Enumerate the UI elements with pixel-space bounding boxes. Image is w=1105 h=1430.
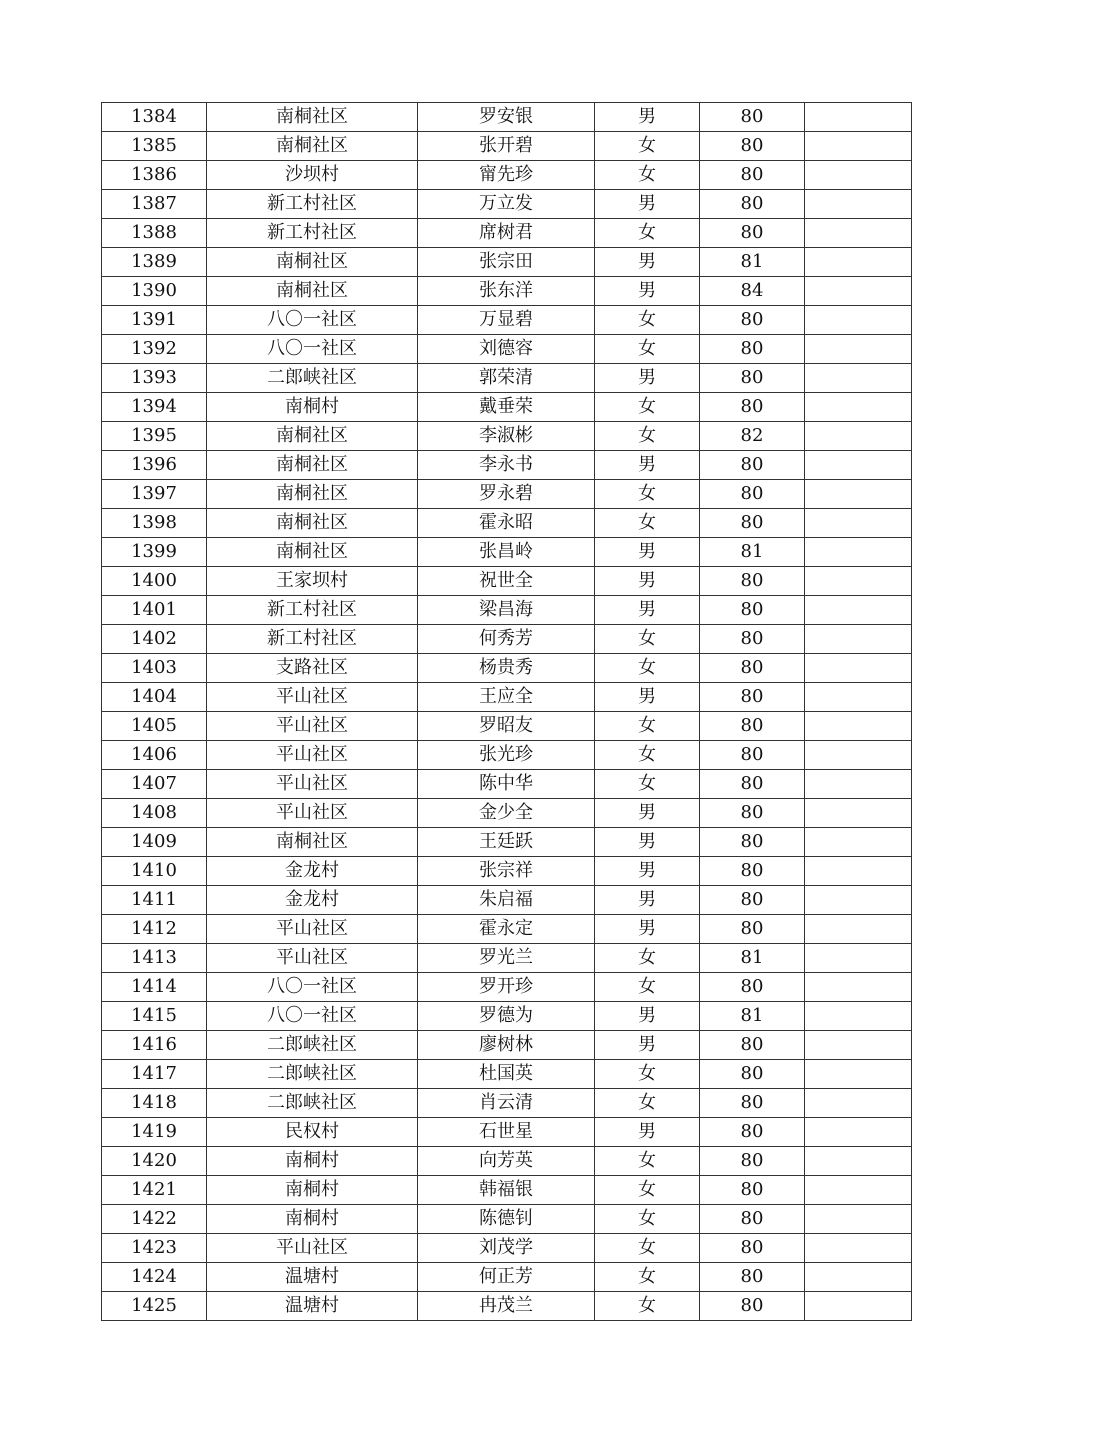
name-cell: 王廷跃 <box>418 828 595 857</box>
table-row <box>102 1176 912 1205</box>
table-row <box>102 973 912 1002</box>
name-cell: 祝世全 <box>418 567 595 596</box>
row-number-cell: 1396 <box>102 451 207 480</box>
age-cell: 80 <box>700 1176 805 1205</box>
community-cell: 新工村社区 <box>207 219 418 248</box>
community-cell: 平山社区 <box>207 741 418 770</box>
gender-cell: 女 <box>595 1234 700 1263</box>
table-row <box>102 1234 912 1263</box>
gender-cell: 男 <box>595 857 700 886</box>
name-cell: 冉茂兰 <box>418 1292 595 1321</box>
community-cell: 八〇一社区 <box>207 1002 418 1031</box>
table-row <box>102 712 912 741</box>
age-cell: 80 <box>700 509 805 538</box>
age-cell: 80 <box>700 393 805 422</box>
table-row <box>102 596 912 625</box>
table-row <box>102 422 912 451</box>
age-cell: 80 <box>700 683 805 712</box>
community-cell: 南桐社区 <box>207 422 418 451</box>
note-cell <box>805 364 912 393</box>
age-cell: 80 <box>700 132 805 161</box>
community-cell: 南桐村 <box>207 1176 418 1205</box>
age-cell: 80 <box>700 973 805 1002</box>
row-number-cell: 1417 <box>102 1060 207 1089</box>
name-cell: 罗安银 <box>418 103 595 132</box>
age-cell: 80 <box>700 1147 805 1176</box>
note-cell <box>805 973 912 1002</box>
gender-cell: 男 <box>595 567 700 596</box>
community-cell: 南桐村 <box>207 1147 418 1176</box>
note-cell <box>805 335 912 364</box>
name-cell: 刘德容 <box>418 335 595 364</box>
community-cell: 平山社区 <box>207 915 418 944</box>
roster-table-body <box>102 103 912 1321</box>
community-cell: 新工村社区 <box>207 596 418 625</box>
note-cell <box>805 1031 912 1060</box>
gender-cell: 男 <box>595 596 700 625</box>
community-cell: 新工村社区 <box>207 190 418 219</box>
row-number-cell: 1414 <box>102 973 207 1002</box>
name-cell: 甯先珍 <box>418 161 595 190</box>
community-cell: 新工村社区 <box>207 625 418 654</box>
row-number-cell: 1420 <box>102 1147 207 1176</box>
table-row <box>102 132 912 161</box>
table-row <box>102 886 912 915</box>
age-cell: 80 <box>700 567 805 596</box>
age-cell: 81 <box>700 944 805 973</box>
community-cell: 民权村 <box>207 1118 418 1147</box>
community-cell: 平山社区 <box>207 683 418 712</box>
name-cell: 梁昌海 <box>418 596 595 625</box>
age-cell: 80 <box>700 161 805 190</box>
name-cell: 罗开珍 <box>418 973 595 1002</box>
table-row <box>102 654 912 683</box>
community-cell: 二郎峡社区 <box>207 1060 418 1089</box>
age-cell: 80 <box>700 1031 805 1060</box>
row-number-cell: 1425 <box>102 1292 207 1321</box>
community-cell: 平山社区 <box>207 799 418 828</box>
name-cell: 向芳英 <box>418 1147 595 1176</box>
note-cell <box>805 480 912 509</box>
community-cell: 八〇一社区 <box>207 335 418 364</box>
community-cell: 南桐社区 <box>207 480 418 509</box>
row-number-cell: 1413 <box>102 944 207 973</box>
table-row <box>102 1031 912 1060</box>
table-row <box>102 1292 912 1321</box>
note-cell <box>805 1234 912 1263</box>
name-cell: 郭荣清 <box>418 364 595 393</box>
table-row <box>102 190 912 219</box>
table-row <box>102 1060 912 1089</box>
community-cell: 平山社区 <box>207 944 418 973</box>
community-cell: 平山社区 <box>207 712 418 741</box>
note-cell <box>805 654 912 683</box>
age-cell: 80 <box>700 335 805 364</box>
row-number-cell: 1415 <box>102 1002 207 1031</box>
gender-cell: 女 <box>595 1205 700 1234</box>
table-row <box>102 480 912 509</box>
community-cell: 二郎峡社区 <box>207 1031 418 1060</box>
note-cell <box>805 219 912 248</box>
row-number-cell: 1400 <box>102 567 207 596</box>
note-cell <box>805 190 912 219</box>
name-cell: 杜国英 <box>418 1060 595 1089</box>
community-cell: 金龙村 <box>207 886 418 915</box>
name-cell: 万显碧 <box>418 306 595 335</box>
age-cell: 80 <box>700 596 805 625</box>
table-row <box>102 306 912 335</box>
gender-cell: 男 <box>595 277 700 306</box>
name-cell: 朱启福 <box>418 886 595 915</box>
note-cell <box>805 1205 912 1234</box>
note-cell <box>805 509 912 538</box>
row-number-cell: 1416 <box>102 1031 207 1060</box>
gender-cell: 女 <box>595 1060 700 1089</box>
gender-cell: 女 <box>595 654 700 683</box>
age-cell: 80 <box>700 625 805 654</box>
row-number-cell: 1387 <box>102 190 207 219</box>
community-cell: 八〇一社区 <box>207 306 418 335</box>
table-row <box>102 451 912 480</box>
roster-table <box>101 102 912 1321</box>
community-cell: 平山社区 <box>207 770 418 799</box>
note-cell <box>805 596 912 625</box>
row-number-cell: 1384 <box>102 103 207 132</box>
name-cell: 罗昭友 <box>418 712 595 741</box>
name-cell: 何正芳 <box>418 1263 595 1292</box>
gender-cell: 男 <box>595 190 700 219</box>
row-number-cell: 1408 <box>102 799 207 828</box>
community-cell: 二郎峡社区 <box>207 1089 418 1118</box>
community-cell: 南桐社区 <box>207 828 418 857</box>
age-cell: 80 <box>700 770 805 799</box>
community-cell: 金龙村 <box>207 857 418 886</box>
note-cell <box>805 538 912 567</box>
gender-cell: 女 <box>595 335 700 364</box>
age-cell: 80 <box>700 654 805 683</box>
gender-cell: 女 <box>595 770 700 799</box>
name-cell: 罗德为 <box>418 1002 595 1031</box>
table-row <box>102 393 912 422</box>
age-cell: 80 <box>700 190 805 219</box>
age-cell: 81 <box>700 538 805 567</box>
table-row <box>102 219 912 248</box>
age-cell: 81 <box>700 1002 805 1031</box>
note-cell <box>805 277 912 306</box>
age-cell: 80 <box>700 480 805 509</box>
gender-cell: 男 <box>595 103 700 132</box>
community-cell: 南桐社区 <box>207 451 418 480</box>
table-row <box>102 364 912 393</box>
note-cell <box>805 683 912 712</box>
table-row <box>102 915 912 944</box>
note-cell <box>805 422 912 451</box>
age-cell: 80 <box>700 1234 805 1263</box>
gender-cell: 男 <box>595 538 700 567</box>
name-cell: 罗永碧 <box>418 480 595 509</box>
table-row <box>102 1263 912 1292</box>
note-cell <box>805 1147 912 1176</box>
note-cell <box>805 161 912 190</box>
table-row <box>102 741 912 770</box>
note-cell <box>805 799 912 828</box>
gender-cell: 女 <box>595 480 700 509</box>
name-cell: 张开碧 <box>418 132 595 161</box>
age-cell: 80 <box>700 1089 805 1118</box>
age-cell: 80 <box>700 799 805 828</box>
age-cell: 80 <box>700 857 805 886</box>
community-cell: 平山社区 <box>207 1234 418 1263</box>
gender-cell: 男 <box>595 799 700 828</box>
age-cell: 80 <box>700 1205 805 1234</box>
gender-cell: 男 <box>595 1118 700 1147</box>
age-cell: 80 <box>700 219 805 248</box>
row-number-cell: 1392 <box>102 335 207 364</box>
community-cell: 南桐村 <box>207 1205 418 1234</box>
gender-cell: 女 <box>595 1147 700 1176</box>
name-cell: 张昌岭 <box>418 538 595 567</box>
note-cell <box>805 306 912 335</box>
gender-cell: 男 <box>595 248 700 277</box>
age-cell: 80 <box>700 306 805 335</box>
community-cell: 南桐村 <box>207 393 418 422</box>
table-row <box>102 683 912 712</box>
row-number-cell: 1393 <box>102 364 207 393</box>
row-number-cell: 1411 <box>102 886 207 915</box>
name-cell: 肖云清 <box>418 1089 595 1118</box>
community-cell: 八〇一社区 <box>207 973 418 1002</box>
row-number-cell: 1409 <box>102 828 207 857</box>
table-row <box>102 538 912 567</box>
gender-cell: 女 <box>595 306 700 335</box>
table-row <box>102 103 912 132</box>
gender-cell: 女 <box>595 741 700 770</box>
community-cell: 温塘村 <box>207 1292 418 1321</box>
gender-cell: 女 <box>595 393 700 422</box>
row-number-cell: 1399 <box>102 538 207 567</box>
name-cell: 金少全 <box>418 799 595 828</box>
community-cell: 南桐社区 <box>207 132 418 161</box>
row-number-cell: 1390 <box>102 277 207 306</box>
table-row <box>102 799 912 828</box>
note-cell <box>805 741 912 770</box>
note-cell <box>805 1263 912 1292</box>
community-cell: 南桐社区 <box>207 277 418 306</box>
gender-cell: 男 <box>595 1031 700 1060</box>
table-row <box>102 944 912 973</box>
row-number-cell: 1424 <box>102 1263 207 1292</box>
name-cell: 石世星 <box>418 1118 595 1147</box>
name-cell: 张宗祥 <box>418 857 595 886</box>
note-cell <box>805 1118 912 1147</box>
name-cell: 席树君 <box>418 219 595 248</box>
name-cell: 李永书 <box>418 451 595 480</box>
age-cell: 80 <box>700 364 805 393</box>
age-cell: 80 <box>700 915 805 944</box>
age-cell: 80 <box>700 828 805 857</box>
row-number-cell: 1418 <box>102 1089 207 1118</box>
note-cell <box>805 132 912 161</box>
gender-cell: 男 <box>595 451 700 480</box>
table-row <box>102 567 912 596</box>
row-number-cell: 1391 <box>102 306 207 335</box>
community-cell: 南桐社区 <box>207 248 418 277</box>
name-cell: 张光珍 <box>418 741 595 770</box>
name-cell: 戴垂荣 <box>418 393 595 422</box>
gender-cell: 女 <box>595 219 700 248</box>
table-row <box>102 1002 912 1031</box>
gender-cell: 女 <box>595 973 700 1002</box>
table-row <box>102 277 912 306</box>
age-cell: 80 <box>700 1060 805 1089</box>
table-row <box>102 509 912 538</box>
row-number-cell: 1410 <box>102 857 207 886</box>
row-number-cell: 1422 <box>102 1205 207 1234</box>
gender-cell: 女 <box>595 161 700 190</box>
age-cell: 84 <box>700 277 805 306</box>
note-cell <box>805 451 912 480</box>
name-cell: 廖树林 <box>418 1031 595 1060</box>
name-cell: 万立发 <box>418 190 595 219</box>
age-cell: 80 <box>700 103 805 132</box>
table-row <box>102 625 912 654</box>
table-row <box>102 1205 912 1234</box>
row-number-cell: 1402 <box>102 625 207 654</box>
age-cell: 80 <box>700 741 805 770</box>
row-number-cell: 1397 <box>102 480 207 509</box>
note-cell <box>805 944 912 973</box>
row-number-cell: 1423 <box>102 1234 207 1263</box>
gender-cell: 女 <box>595 1263 700 1292</box>
community-cell: 温塘村 <box>207 1263 418 1292</box>
row-number-cell: 1385 <box>102 132 207 161</box>
gender-cell: 女 <box>595 422 700 451</box>
age-cell: 80 <box>700 712 805 741</box>
name-cell: 王应全 <box>418 683 595 712</box>
name-cell: 陈中华 <box>418 770 595 799</box>
note-cell <box>805 1292 912 1321</box>
note-cell <box>805 1060 912 1089</box>
note-cell <box>805 712 912 741</box>
table-row <box>102 1118 912 1147</box>
community-cell: 沙坝村 <box>207 161 418 190</box>
note-cell <box>805 248 912 277</box>
gender-cell: 女 <box>595 132 700 161</box>
row-number-cell: 1407 <box>102 770 207 799</box>
gender-cell: 女 <box>595 944 700 973</box>
table-row <box>102 335 912 364</box>
row-number-cell: 1412 <box>102 915 207 944</box>
gender-cell: 女 <box>595 712 700 741</box>
gender-cell: 男 <box>595 886 700 915</box>
note-cell <box>805 625 912 654</box>
row-number-cell: 1388 <box>102 219 207 248</box>
note-cell <box>805 1176 912 1205</box>
gender-cell: 女 <box>595 1176 700 1205</box>
name-cell: 霍永定 <box>418 915 595 944</box>
row-number-cell: 1395 <box>102 422 207 451</box>
gender-cell: 女 <box>595 1089 700 1118</box>
table-row <box>102 857 912 886</box>
name-cell: 霍永昭 <box>418 509 595 538</box>
row-number-cell: 1406 <box>102 741 207 770</box>
name-cell: 罗光兰 <box>418 944 595 973</box>
gender-cell: 男 <box>595 1002 700 1031</box>
age-cell: 80 <box>700 886 805 915</box>
table-row <box>102 1147 912 1176</box>
name-cell: 陈德钊 <box>418 1205 595 1234</box>
row-number-cell: 1419 <box>102 1118 207 1147</box>
age-cell: 81 <box>700 248 805 277</box>
row-number-cell: 1389 <box>102 248 207 277</box>
table-row <box>102 828 912 857</box>
community-cell: 支路社区 <box>207 654 418 683</box>
community-cell: 南桐社区 <box>207 103 418 132</box>
row-number-cell: 1401 <box>102 596 207 625</box>
name-cell: 张东洋 <box>418 277 595 306</box>
age-cell: 80 <box>700 1292 805 1321</box>
note-cell <box>805 1002 912 1031</box>
row-number-cell: 1386 <box>102 161 207 190</box>
row-number-cell: 1404 <box>102 683 207 712</box>
age-cell: 80 <box>700 451 805 480</box>
community-cell: 二郎峡社区 <box>207 364 418 393</box>
note-cell <box>805 857 912 886</box>
gender-cell: 女 <box>595 1292 700 1321</box>
gender-cell: 男 <box>595 683 700 712</box>
note-cell <box>805 828 912 857</box>
age-cell: 80 <box>700 1263 805 1292</box>
note-cell <box>805 103 912 132</box>
note-cell <box>805 567 912 596</box>
age-cell: 82 <box>700 422 805 451</box>
table-row <box>102 770 912 799</box>
note-cell <box>805 915 912 944</box>
age-cell: 80 <box>700 1118 805 1147</box>
note-cell <box>805 1089 912 1118</box>
table-row <box>102 248 912 277</box>
community-cell: 南桐社区 <box>207 509 418 538</box>
community-cell: 王家坝村 <box>207 567 418 596</box>
gender-cell: 男 <box>595 915 700 944</box>
row-number-cell: 1421 <box>102 1176 207 1205</box>
gender-cell: 女 <box>595 509 700 538</box>
row-number-cell: 1394 <box>102 393 207 422</box>
community-cell: 南桐社区 <box>207 538 418 567</box>
name-cell: 李淑彬 <box>418 422 595 451</box>
gender-cell: 女 <box>595 625 700 654</box>
note-cell <box>805 393 912 422</box>
name-cell: 何秀芳 <box>418 625 595 654</box>
name-cell: 刘茂学 <box>418 1234 595 1263</box>
table-row <box>102 161 912 190</box>
name-cell: 杨贵秀 <box>418 654 595 683</box>
row-number-cell: 1398 <box>102 509 207 538</box>
row-number-cell: 1403 <box>102 654 207 683</box>
note-cell <box>805 770 912 799</box>
note-cell <box>805 886 912 915</box>
gender-cell: 男 <box>595 364 700 393</box>
row-number-cell: 1405 <box>102 712 207 741</box>
name-cell: 韩福银 <box>418 1176 595 1205</box>
gender-cell: 男 <box>595 828 700 857</box>
table-row <box>102 1089 912 1118</box>
name-cell: 张宗田 <box>418 248 595 277</box>
